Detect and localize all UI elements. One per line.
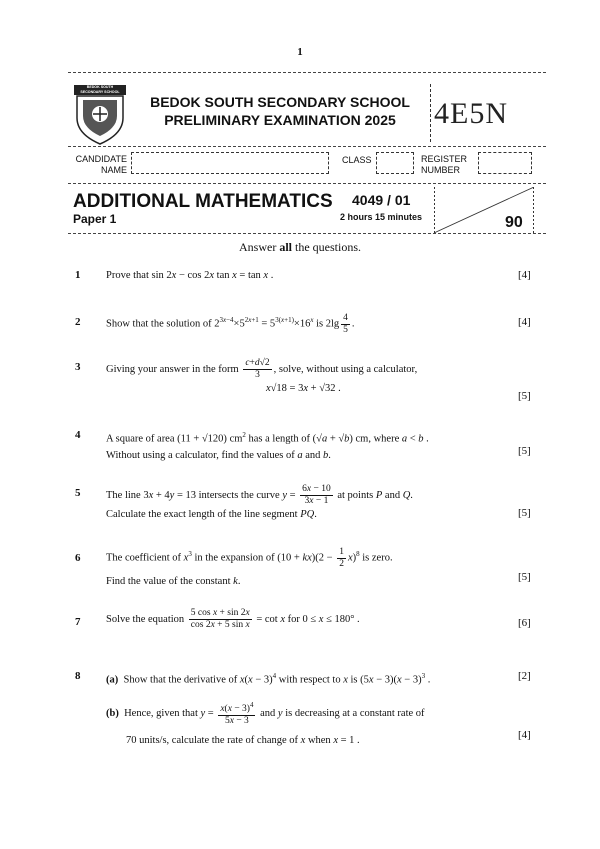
school-logo [73,84,127,146]
instruction: Answer all the questions. [239,240,361,254]
question-7-marks: [6] [518,617,531,629]
class-code: 4E5N [434,97,508,130]
school-name: BEDOK SOUTH SECONDARY SCHOOL [150,94,410,110]
question-8a-marks: [2] [518,670,531,682]
question-7-number: 7 [75,616,81,628]
question-7-text: Solve the equation $\frac{\text{5 cos x + sin 2x}}{\text{cos 2x + 5 sin x}}$ = cot x for 0 ≤ x ≤ 180° . [106,608,360,630]
class-label: CLASS [342,155,372,165]
question-4-text: A square of area (11 + √120) $cm^2$ has a length of (√a + √b) cm, where a < b . Without using a calculator, find the values of a and b. [106,431,429,461]
question-2-text: Show that the solution of $2^{3x-4}\times 5^{2x+1} = 5^{3(x+1)}\times 16^x$ is 2lg $\frac{4}{5}$ . [106,312,355,335]
question-5-number: 5 [75,487,81,499]
paper-code: 4049 / 01 [352,192,411,208]
page-number: 1 [297,46,303,58]
question-4-marks: [5] [518,445,531,457]
title-divider [68,233,546,234]
question-1-text: Prove that sin 2x − cos 2x tan x = tan x . [106,270,274,281]
question-8-number: 8 [75,670,81,682]
question-3-text: Giving your answer in the form $\frac{c+d√2}{3}$ , solve, without using a calculator, x√18 = 3x + √32 . [106,358,418,394]
total-marks: 90 [505,214,523,231]
question-2-marks: [4] [518,316,531,328]
register-number-field[interactable] [478,152,532,174]
question-6-text: The coefficient of $x^3$ in the expansion of (10 + kx)(2 − $\frac{1}{2}$ x)$^8$ is zero. Find the value of the constant k. [106,546,393,587]
register-number-label: REGISTER NUMBER [421,154,468,175]
question-5-text: The line 3x + 4y = 13 intersects the curve y = $\frac{6x - 10}{3x - 1}$ at points P and Q. Calculate the exact length of the line segment PQ. [106,484,413,520]
class-field[interactable] [376,152,414,174]
question-5-marks: [5] [518,507,531,519]
question-8b-label: (b) [106,707,119,719]
question-1-marks: [4] [518,269,531,281]
candidate-name-field[interactable] [131,152,329,174]
question-8a-label: (a) [106,674,119,686]
header-divider [68,146,546,147]
school-title [135,93,425,129]
question-6-marks: [5] [518,571,531,583]
question-8a-text: (a) Show that the derivative of $x(x - 3)^4$ with respect to x is $(5x - 3)(x - 3)^3$ . [106,672,431,686]
subject-title: ADDITIONAL MATHEMATICS [73,191,333,212]
logo-text: BEDOK SOUTH SECONDARY SCHOOL [80,85,120,94]
exam-name: PRELIMINARY EXAMINATION 2025 [164,112,396,128]
paper-duration: 2 hours 15 minutes [340,212,423,222]
question-8b-marks: [4] [518,729,531,741]
question-3-number: 3 [75,361,81,373]
question-8b-text: (b) Hence, given that y = $\frac{x(x - 3)^4}{5x - 3}$ and y is decreasing at a constant rate of 70 units/s, calculate the rate of change of x when x = 1 . [106,701,425,747]
question-3-marks: [5] [518,390,531,402]
top-divider [68,72,546,73]
question-1-number: 1 [75,269,81,281]
paper-label: Paper 1 [73,212,117,226]
question-4-number: 4 [75,429,81,441]
question-2-number: 2 [75,316,81,328]
candidate-name-label: CANDIDATE NAME [75,154,127,175]
question-6-number: 6 [75,552,81,564]
fields-divider [68,183,546,184]
